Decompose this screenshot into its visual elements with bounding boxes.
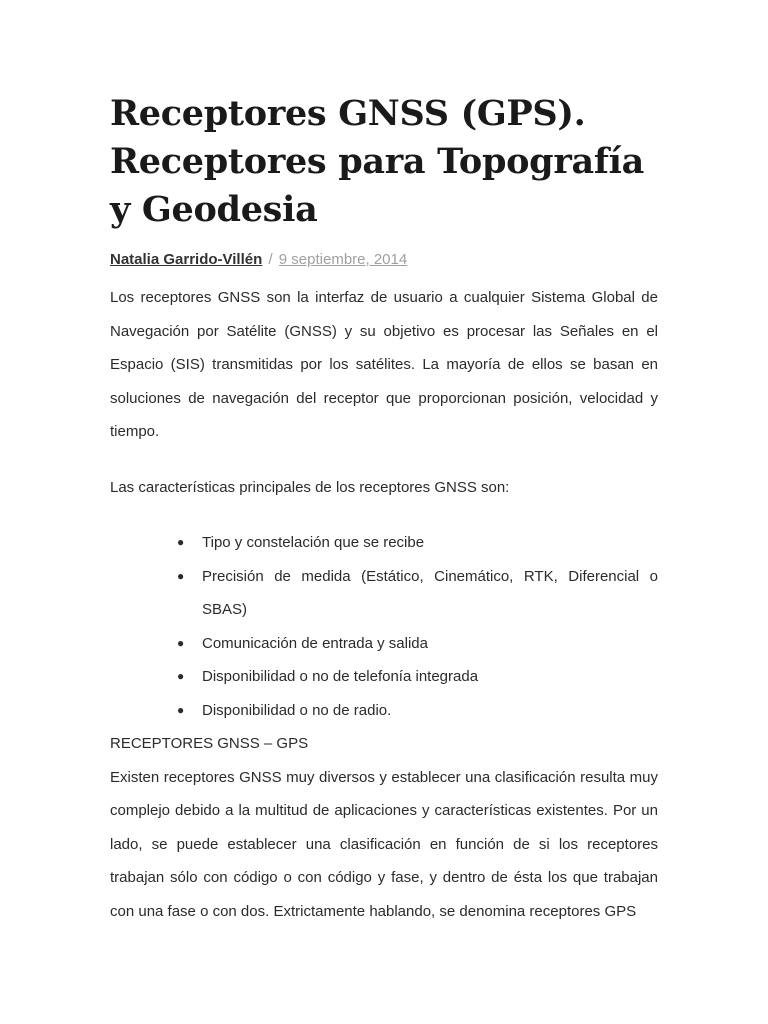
list-item [177, 560, 658, 627]
author-link[interactable]: Natalia Garrido-Villén [110, 251, 263, 268]
list-item-text: Disponibilidad o no de telefonía integrada [202, 668, 479, 685]
list-item-text: Disponibilidad o no de radio. [202, 701, 392, 719]
list-item [177, 526, 658, 560]
bullet-icon: ● [177, 535, 185, 549]
list-item-text: Precisión de medida (Estático, Cinemático, RTK, Diferencial o SBAS) [202, 567, 658, 618]
list-item [177, 660, 658, 694]
byline-separator: / [268, 251, 273, 268]
bullet-icon: ● [177, 702, 185, 717]
section-heading: RECEPTORES GNSS – GPS [110, 735, 309, 752]
date-link[interactable]: 9 septiembre, 2014 [278, 251, 408, 268]
article [110, 90, 658, 928]
bullet-icon: ● [177, 635, 185, 650]
features-list [110, 526, 658, 727]
article-title: Receptores GNSS (GPS). Receptores para Topografía y Geodesia [110, 93, 644, 230]
intro-paragraph: Los receptores GNSS son la interfaz de usuario a cualquier Sistema Global de Navegación por Satélite (GNSS) y su objetivo es procesar las Señales en el Espacio (SIS) transmitidas por los satélites. La mayoría de ellos se basan en soluciones de navegación del receptor que proporcionan posición, velocidad y tiempo. [110, 289, 658, 440]
bullet-icon: ● [177, 568, 185, 583]
list-item [177, 627, 658, 661]
list-item-text: Comunicación de entrada y salida [202, 634, 428, 652]
byline [110, 250, 658, 270]
list-item [177, 694, 658, 728]
features-intro: Las características principales de los receptores GNSS son: [110, 478, 510, 496]
bullet-icon: ● [177, 669, 185, 683]
list-item-text: Tipo y constelación que se recibe [202, 534, 425, 551]
section-body: Existen receptores GNSS muy diversos y establecer una clasificación resulta muy complejo debido a la multitud de aplicaciones y características existentes. Por un lado, se puede establecer una clasificación en función de si los receptores trabajan sólo con código o con código y fase, y dentro de ésta los que trabajan con una fase o con dos. Extrictamente hablando, se denomina receptores GPS [110, 768, 658, 920]
